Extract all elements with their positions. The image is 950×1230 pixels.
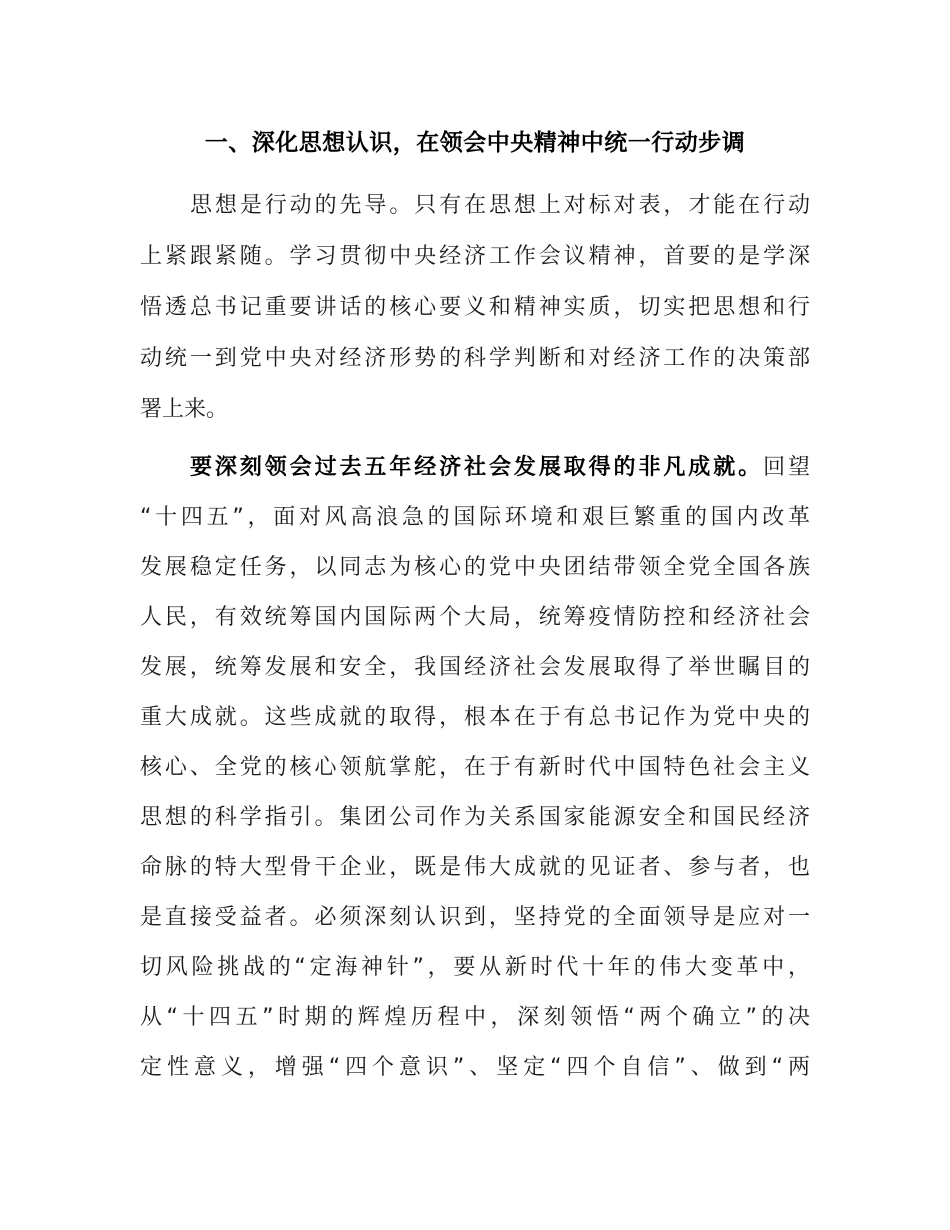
text-line: 动统一到党中央对经济形势的科学判断和对经济工作的决策部 — [140, 346, 810, 371]
text-line: 切风险挑战的“定海神针”，要从新时代十年的伟大变革中， — [140, 955, 810, 980]
text-line: 命脉的特大型骨干企业，既是伟大成就的见证者、参与者，也 — [140, 855, 810, 880]
text-line: “十四五”，面对风高浪急的国际环境和艰巨繁重的国内改革 — [140, 505, 810, 530]
text-line: 重大成就。这些成就的取得，根本在于有总书记作为党中央的 — [140, 705, 810, 730]
bold-lead-sentence: 要深刻领会过去五年经济社会发展取得的非凡成就。 — [190, 455, 764, 480]
lead-rest: 回望 — [763, 455, 810, 480]
text-line: 思想是行动的先导。只有在思想上对标对表，才能在行动 — [190, 193, 810, 218]
paragraph-2 — [140, 443, 810, 1093]
text-line: 定性意义，增强“四个意识”、坚定“四个自信”、做到“两 — [140, 1055, 810, 1080]
text-line: 从“十四五”时期的辉煌历程中，深刻领悟“两个确立”的决 — [140, 1005, 810, 1030]
text-line: 发展，统筹发展和安全，我国经济社会发展取得了举世瞩目的 — [140, 655, 810, 680]
text-line-lead — [140, 443, 810, 493]
text-line: 核心、全党的核心领航掌舵，在于有新时代中国特色社会主义 — [140, 755, 810, 780]
paragraph-1 — [140, 180, 810, 435]
text-line: 署上来。 — [140, 397, 229, 422]
section-heading: 一、深化思想认识，在领会中央精神中统一行动步调 — [204, 130, 746, 156]
text-line: 发展稳定任务，以同志为核心的党中央团结带领全党全国各族 — [140, 555, 810, 580]
text-line: 思想的科学指引。集团公司作为关系国家能源安全和国民经济 — [140, 805, 810, 830]
text-line: 人民，有效统筹国内国际两个大局，统筹疫情防控和经济社会 — [140, 605, 810, 630]
text-line: 是直接受益者。必须深刻认识到，坚持党的全面领导是应对一 — [140, 905, 810, 930]
text-line: 上紧跟紧随。学习贯彻中央经济工作会议精神，首要的是学深 — [140, 244, 810, 269]
text-line: 悟透总书记重要讲话的核心要义和精神实质，切实把思想和行 — [140, 295, 810, 320]
